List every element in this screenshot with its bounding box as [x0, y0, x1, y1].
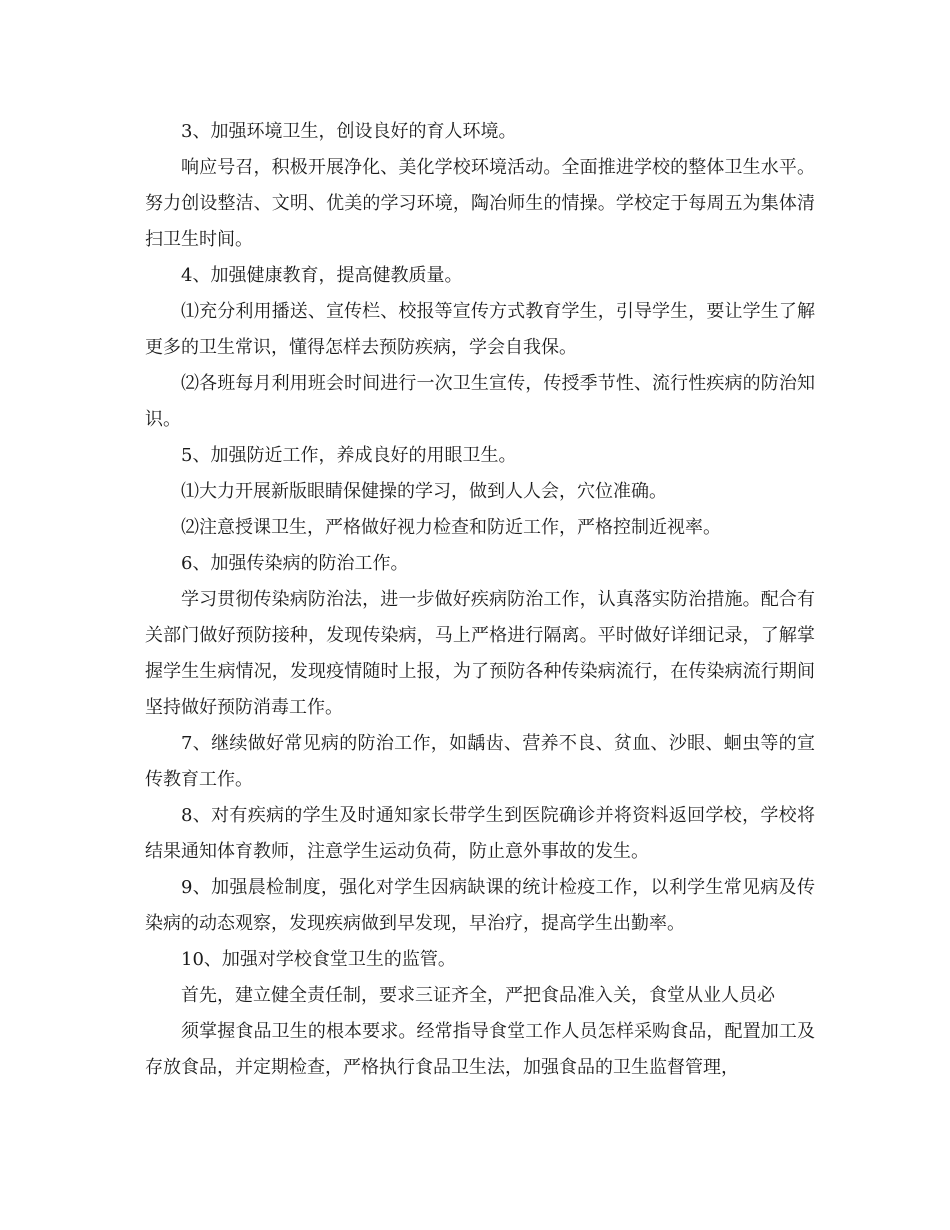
heading-item-3: 3、加强环境卫生，创设良好的育人环境。	[181, 121, 517, 142]
list-item-4-2: ⑵各班每月利用班会时间进行一次卫生宣传，传授季节性、流行性疾病的防治知识。	[145, 373, 815, 430]
paragraph-environment: 响应号召，积极开展净化、美化学校环境活动。全面推进学校的整体卫生水平。努力创设整洁、文明、优美的学习环境，陶冶师生的情操。学校定于每周五为集体清扫卫生时间。	[145, 157, 815, 250]
list-item-5-2: ⑵注意授课卫生，严格做好视力检查和防近工作，严格控制近视率。	[181, 517, 721, 538]
paragraph-canteen-line-1: 首先，建立健全责任制，要求三证齐全，严把食品准入关，食堂从业人员必	[181, 985, 775, 1006]
heading-item-7: 7、继续做好常见病的防治工作，如龋齿、营养不良、贫血、沙眼、蛔虫等的宣传教育工作。	[145, 733, 815, 790]
heading-item-9: 9、加强晨检制度，强化对学生因病缺课的统计检疫工作，以利学生常见病及传染病的动态观察，发现疾病做到早发现，早治疗，提高学生出勤率。	[145, 877, 815, 934]
heading-item-10: 10、加强对学校食堂卫生的监管。	[181, 949, 456, 970]
heading-item-6: 6、加强传染病的防治工作。	[181, 553, 409, 574]
list-item-4-1: ⑴充分利用播送、宣传栏、校报等宣传方式教育学生，引导学生，要让学生了解更多的卫生常识，懂得怎样去预防疾病，学会自我保。	[145, 301, 815, 358]
heading-item-5: 5、加强防近工作，养成良好的用眼卫生。	[181, 445, 517, 466]
paragraph-infectious-disease: 学习贯彻传染病防治法，进一步做好疾病防治工作，认真落实防治措施。配合有关部门做好预防接种，发现传染病，马上严格进行隔离。平时做好详细记录，了解掌握学生生病情况，发现疫情随时上报，为了预防各种传染病流行，在传染病流行期间坚持做好预防消毒工作。	[145, 589, 815, 718]
heading-item-4: 4、加强健康教育，提高健教质量。	[181, 265, 463, 286]
paragraph-canteen-continued: 须掌握食品卫生的根本要求。经常指导食堂工作人员怎样采购食品，配置加工及存放食品，并定期检查，严格执行食品卫生法，加强食品的卫生监督管理，	[145, 1021, 815, 1078]
list-item-5-1: ⑴大力开展新版眼睛保健操的学习，做到人人会，穴位准确。	[181, 481, 667, 502]
heading-item-8: 8、对有疾病的学生及时通知家长带学生到医院确诊并将资料返回学校，学校将结果通知体育教师，注意学生运动负荷，防止意外事故的发生。	[145, 805, 815, 862]
